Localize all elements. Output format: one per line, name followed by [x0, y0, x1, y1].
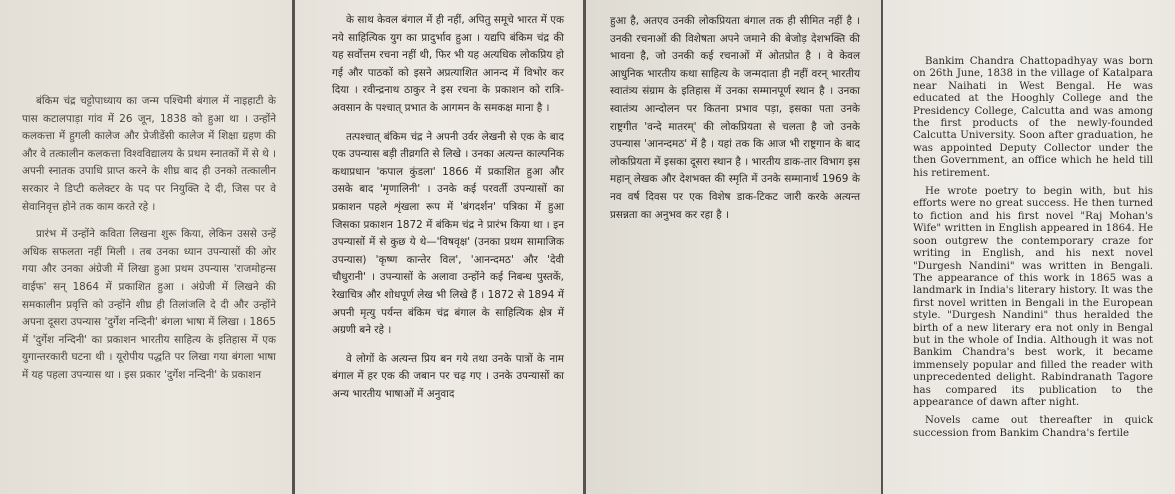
paragraph: He wrote poetry to begin with, but his efforts were no great success. He then turned to fiction and his first novel "Raj Mohan's Wife" written in English appeared in 1864. He soon outgrew the contemporary craze for writing in English, and his next novel "Durgesh Nandini" was written in Bengali. The appearance of this work in 1865 was a landmark in India's literary history. It was the first novel written in Bengali in the European style. "Durgesh Nandini" thus heralded the birth of a new literary era not only in Bengal but in the whole of India. Although it was not Bankim Chandra's best work, it became immensely popular and filled the reader with unprecedented delight. Rabindranath Tagore has compared its publication to the appearance of dawn after night.: [913, 186, 1153, 408]
english-text-block: [913, 56, 1153, 446]
hindi-panel-left: [0, 0, 292, 494]
hindi-panel-right: [586, 0, 881, 494]
hindi-text-block-2: [332, 12, 564, 414]
paragraph: के साथ केवल बंगाल में ही नहीं, अपितु समूचे भारत में एक नये साहित्यिक युग का प्रादुर्भाव हुआ । यद्यपि बंकिम चंद्र की यह सर्वोत्तम रचना नहीं थी, फिर भी यह अत्यधिक लोकप्रिय हो गई और पाठकों को इसने अप्रत्याशित आनन्द में विभोर कर दिया । रवीन्द्रनाथ ठाकुर ने इस रचना के प्रकाशन को रात्रि-अवसान के पश्चात् प्रभात के आगमन के समकक्ष माना है ।: [332, 14, 564, 114]
hindi-text-block-1: [22, 93, 276, 395]
paragraph: बंकिम चंद्र चट्टोपाध्याय का जन्म पश्चिमी बंगाल में नाइहाटी के पास कटालपाड़ा गांव में 26 जून, 1838 को हुआ था । उन्होंने कलकत्ता में हुगली कालेज और प्रेजीडेंसी कालेज में शिक्षा ग्रहण की और वे तत्कालीन कलकत्ता विश्वविद्यालय के प्रथम स्नातकों में से थे । अपनी स्नातक उपाधि प्राप्त करने के शीघ्र बाद ही उनको तत्कालीन सरकार ने डिप्टी कलेक्टर के पद पर नियुक्ति दे दी, जिस पर वे सेवानिवृत्त होने तक काम करते रहे ।: [22, 95, 276, 213]
paragraph: Novels came out thereafter in quick succession from Bankim Chandra's fertile: [913, 415, 1153, 439]
paragraph: हुआ है, अतएव उनकी लोकप्रियता बंगाल तक ही सीमित नहीं है । उनकी रचनाओं की विशेषता अपने जमाने की बेजोड़ देशभक्ति की भावना है, जो उनकी कई रचनाओं में ओतप्रोत है । वे केवल आधुनिक भारतीय कथा साहित्य के जन्मदाता ही नहीं वरन् भारतीय स्वातंत्र्य संग्राम के इतिहास में उनका सम्मानपूर्ण स्थान है । उनका स्वातंत्र्य आन्दोलन पर कितना प्रभाव पड़ा, इसका पता उनके राष्ट्रगीत 'वन्दे मातरम्' की लोकप्रियता से चलता है जो उनके उपन्यास 'आनन्दमठ' में है । यहां तक कि आज भी राष्ट्रगान के बाद लोकप्रियता में इसका दूसरा स्थान है । भारतीय डाक-तार विभाग इस महान् लेखक और देशभक्त की स्मृति में उनके सम्मानार्थ 1969 के नव वर्ष दिवस पर एक विशेष डाक-टिकट जारी करके अत्यन्त प्रसन्नता का अनुभव कर रहा है ।: [610, 15, 860, 221]
paragraph: तत्पश्चात् बंकिम चंद्र ने अपनी उर्वर लेखनी से एक के बाद एक उपन्यास बड़ी तीव्रगति से लिखे । उनका अत्यन्त काल्पनिक कथाप्रधान 'कपाल कुंडला' 1866 में प्रकाशित हुआ और उसके बाद 'मृणालिनी' । उनके कई परवर्ती उपन्यासों का प्रकाशन पहले शृंखला रूप में 'बंगदर्शन' पत्रिका में हुआ जिसका प्रकाशन 1872 में बंकिम चंद्र ने प्रारंभ किया था । इन उपन्यासों में से कुछ ये थे—'विषवृक्ष' (उनका प्रथम सामाजिक उपन्यास) 'कृष्ण कान्तेर विल', 'आनन्दमठ' और 'देवी चौधुरानी' । उपन्यासों के अलावा उन्होंने कई निबन्ध पुस्तकें, रेखाचित्र और शोधपूर्ण लेख भी लिखे हैं । 1872 से 1894 में अपनी मृत्यु पर्यन्त बंकिम चंद्र बंगाल के साहित्यिक क्षेत्र में अग्रणी बने रहे ।: [332, 130, 564, 337]
hindi-text-block-3: [610, 13, 860, 224]
hindi-panel-center: [295, 0, 583, 494]
paragraph: Bankim Chandra Chattopadhyay was born on 26th June, 1838 in the village of Katalpara near Naihati in West Bengal. He was educated at the Hooghly College and the Presidency College, Calcutta and was among the first products of the newly-founded Calcutta University. Soon after graduation, he was appointed Deputy Collector under the then Government, an office which he held till his retirement.: [913, 56, 1153, 179]
paragraph: प्रारंभ में उन्होंने कविता लिखना शुरू किया, लेकिन उससे उन्हें अधिक सफलता नहीं मिली । तब उनका ध्यान उपन्यासों की ओर गया और उनका अंग्रेजी में लिखा हुआ प्रथम उपन्यास 'राजमोहन्स वाईफ' सन् 1864 में प्रकाशित हुआ । अंग्रेजी में लिखने की समकालीन प्रवृत्ति को उन्होंने शीघ्र ही तिलांजलि दे दी और उन्होंने अपना दूसरा उपन्यास 'दुर्गेश नन्दिनी' बंगला भाषा में लिखा । 1865 में 'दुर्गेश नन्दिनी' का प्रकाशन भारतीय साहित्य के इतिहास में एक युगान्तरकारी घटना थी । यूरोपीय पद्धति पर लिखा गया बंगला भाषा में यह पहला उपन्यास था । इस प्रकार 'दुर्गेश नन्दिनी' के प्रकाशन: [22, 228, 276, 381]
paragraph: वे लोगों के अत्यन्त प्रिय बन गये तथा उनके पात्रों के नाम बंगाल में हर एक की जबान पर चढ़ गए । उनके उपन्यासों का अन्य भारतीय भाषाओं में अनुवाद: [332, 352, 564, 400]
english-panel: [883, 0, 1175, 494]
